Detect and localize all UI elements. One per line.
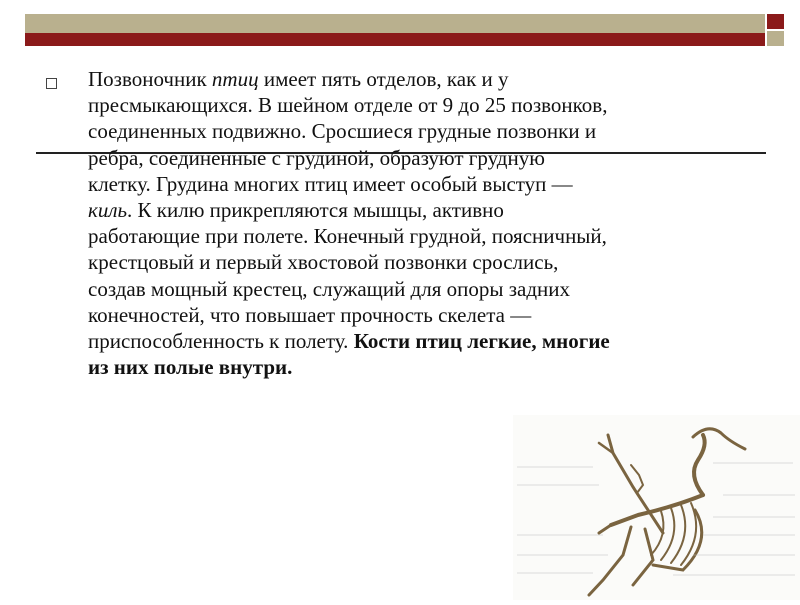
- text-run: соединенных подвижно. Сросшиеся грудные позвонки и: [88, 119, 597, 144]
- text-run: Позвоночник: [88, 67, 212, 91]
- text-line: [88, 197, 778, 223]
- slide-body-text: [88, 66, 778, 380]
- bold-run: Кости птиц легкие, многие: [353, 329, 610, 354]
- corner-square-red: [767, 14, 784, 29]
- text-run: ребра, соединенные с грудиной, образуют грудную: [88, 145, 545, 170]
- text-run: пресмыкающихся. В шейном отделе от 9 до 25 позвонков,: [88, 93, 608, 118]
- text-run: приспособленность к полету.: [88, 329, 354, 354]
- header-band-red: [25, 33, 765, 46]
- bird-skeleton-icon: [513, 415, 800, 600]
- italic-term: киль: [88, 198, 128, 223]
- header-band-tan: [25, 14, 765, 33]
- text-line: [88, 249, 778, 275]
- text-line: [88, 92, 778, 118]
- text-run: крестцовый и первый хвостовой позвонки срослись,: [88, 250, 559, 275]
- text-run: конечностей, что повышает прочность скелета —: [88, 302, 532, 327]
- text-run: . К килю прикрепляются мышцы, активно: [127, 198, 504, 223]
- bullet-square-icon: [46, 78, 57, 89]
- italic-term: птиц: [211, 67, 259, 91]
- text-line: [88, 302, 778, 328]
- text-line: [88, 66, 778, 92]
- text-line: [88, 145, 778, 171]
- text-line: [88, 354, 778, 380]
- text-line: [88, 223, 778, 249]
- text-line: [88, 276, 778, 302]
- bold-run: из них полые внутри.: [88, 355, 293, 380]
- text-run: создав мощный крестец, служащий для опоры задних: [88, 276, 571, 301]
- text-line: [88, 328, 778, 354]
- text-line: [88, 171, 778, 197]
- text-run: имеет пять отделов, как и у: [258, 67, 509, 91]
- text-run: работающие при полете. Конечный грудной, поясничный,: [88, 224, 607, 249]
- text-run: клетку. Грудина многих птиц имеет особый выступ —: [88, 171, 573, 196]
- bird-skeleton-figure: [513, 415, 800, 600]
- corner-square-tan: [767, 31, 784, 46]
- text-line: [88, 118, 778, 144]
